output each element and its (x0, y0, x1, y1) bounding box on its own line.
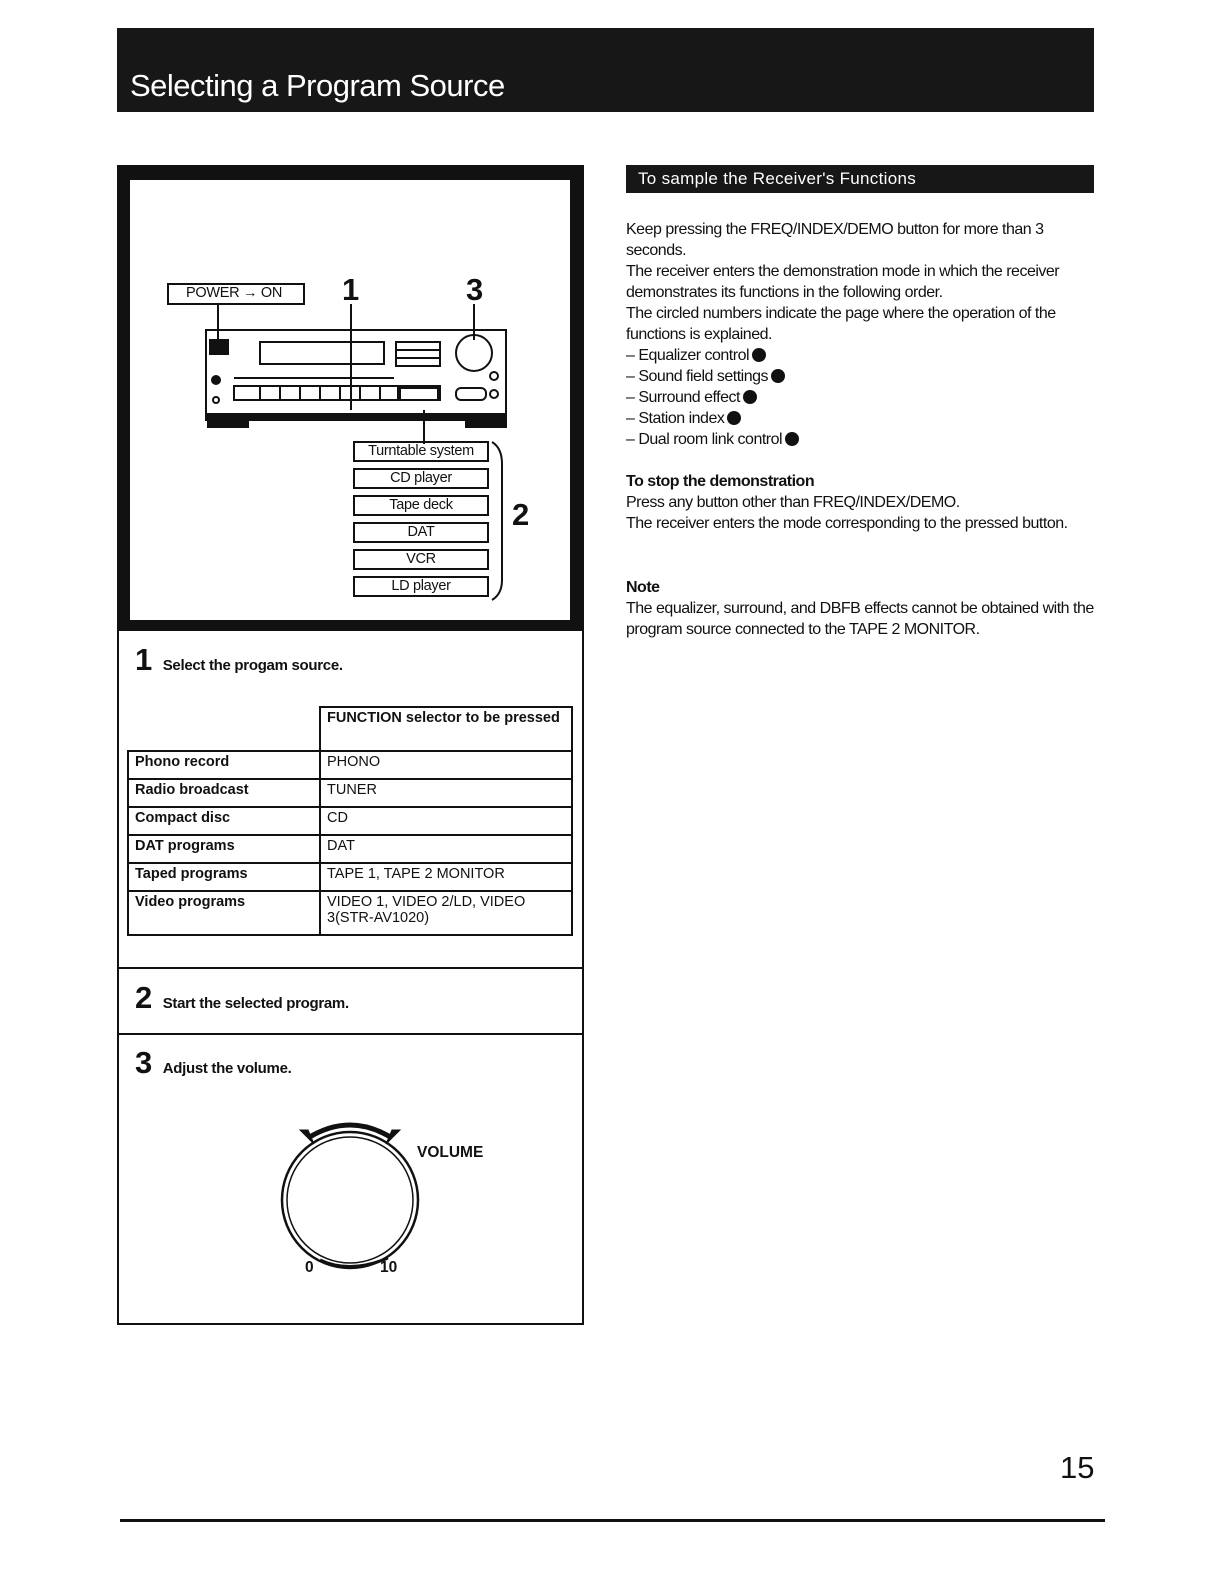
source-dat: DAT (353, 522, 489, 543)
table-row (128, 863, 572, 891)
section-divider (117, 1033, 584, 1035)
step-2 (135, 980, 349, 1016)
page-ref-icon (785, 432, 799, 446)
table-selector: DAT (320, 835, 572, 863)
volume-knob-icon (270, 1108, 430, 1278)
table-row (128, 891, 572, 935)
power-on-label: POWER → ON (186, 285, 283, 301)
function-item: – Equalizer control (626, 345, 1096, 366)
table-selector: TAPE 1, TAPE 2 MONITOR (320, 863, 572, 891)
table-selector: PHONO (320, 751, 572, 779)
table-row (128, 751, 572, 779)
source-turntable: Turntable system (353, 441, 489, 462)
table-source: Taped programs (128, 863, 320, 891)
table-selector: VIDEO 1, VIDEO 2/LD, VIDEO 3(STR-AV1020) (320, 891, 572, 935)
step-1-number: 1 (135, 642, 153, 677)
page-ref-icon (727, 411, 741, 425)
page-ref-icon (743, 390, 757, 404)
volume-max: 10 (380, 1259, 398, 1276)
table-header-row (128, 707, 572, 751)
volume-label: VOLUME (417, 1144, 484, 1161)
table-source: DAT programs (128, 835, 320, 863)
volume-min: 0 (305, 1259, 314, 1276)
stop-text-2: The receiver enters the mode corresponding to the pressed button. (626, 515, 1068, 532)
step-3-text: Adjust the volume. (162, 1060, 292, 1077)
note-heading: Note (626, 579, 660, 596)
table-source: Compact disc (128, 807, 320, 835)
receiver-drawing (130, 180, 570, 620)
source-cd-player: CD player (353, 468, 489, 489)
step-1 (135, 642, 343, 678)
step-1-text: Select the progam source. (162, 657, 343, 674)
footer-rule (120, 1519, 1105, 1522)
note-section (626, 577, 1096, 640)
step-3 (135, 1045, 291, 1081)
source-table (127, 706, 573, 936)
sample-intro-2: The receiver enters the demonstration mode in which the receiver demonstrates its functions in the following order. (626, 263, 1060, 301)
table-header: FUNCTION selector to be pressed (320, 707, 572, 751)
function-item: – Dual room link control (626, 429, 1096, 450)
table-row (128, 779, 572, 807)
step-2-number: 2 (135, 980, 153, 1015)
callout-3: 3 (466, 272, 484, 307)
page-title: Selecting a Program Source (130, 68, 505, 103)
table-source: Radio broadcast (128, 779, 320, 807)
step-2-text: Start the selected program. (162, 995, 349, 1012)
sample-heading: To sample the Receiver's Functions (638, 169, 917, 188)
table-source: Phono record (128, 751, 320, 779)
page-number: 15 (1060, 1450, 1095, 1485)
table-selector: CD (320, 807, 572, 835)
sample-intro-3: The circled numbers indicate the page where the operation of the functions is explained. (626, 305, 1056, 343)
note-text: The equalizer, surround, and DBFB effects cannot be obtained with the program source connected to the TAPE 2 MONITOR. (626, 600, 1094, 638)
function-item: – Station index (626, 408, 1096, 429)
table-selector: TUNER (320, 779, 572, 807)
table-row (128, 835, 572, 863)
stop-heading: To stop the demonstration (626, 473, 815, 490)
section-divider (117, 967, 584, 969)
table-row (128, 807, 572, 835)
step-3-number: 3 (135, 1045, 153, 1080)
source-tape-deck: Tape deck (353, 495, 489, 516)
page-ref-icon (771, 369, 785, 383)
title-bar (117, 28, 1094, 112)
source-vcr: VCR (353, 549, 489, 570)
function-item: – Sound field settings (626, 366, 1096, 387)
sample-heading-bar (626, 165, 1094, 193)
source-ld-player: LD player (353, 576, 489, 597)
sample-section (626, 219, 1096, 450)
table-source: Video programs (128, 891, 320, 935)
stop-text-1: Press any button other than FREQ/INDEX/DEMO. (626, 494, 960, 511)
function-item: – Surround effect (626, 387, 1096, 408)
stop-section (626, 471, 1096, 534)
callout-2: 2 (512, 497, 530, 532)
sample-intro-1: Keep pressing the FREQ/INDEX/DEMO button for more than 3 seconds. (626, 221, 1044, 259)
page-ref-icon (752, 348, 766, 362)
callout-1: 1 (342, 272, 360, 307)
